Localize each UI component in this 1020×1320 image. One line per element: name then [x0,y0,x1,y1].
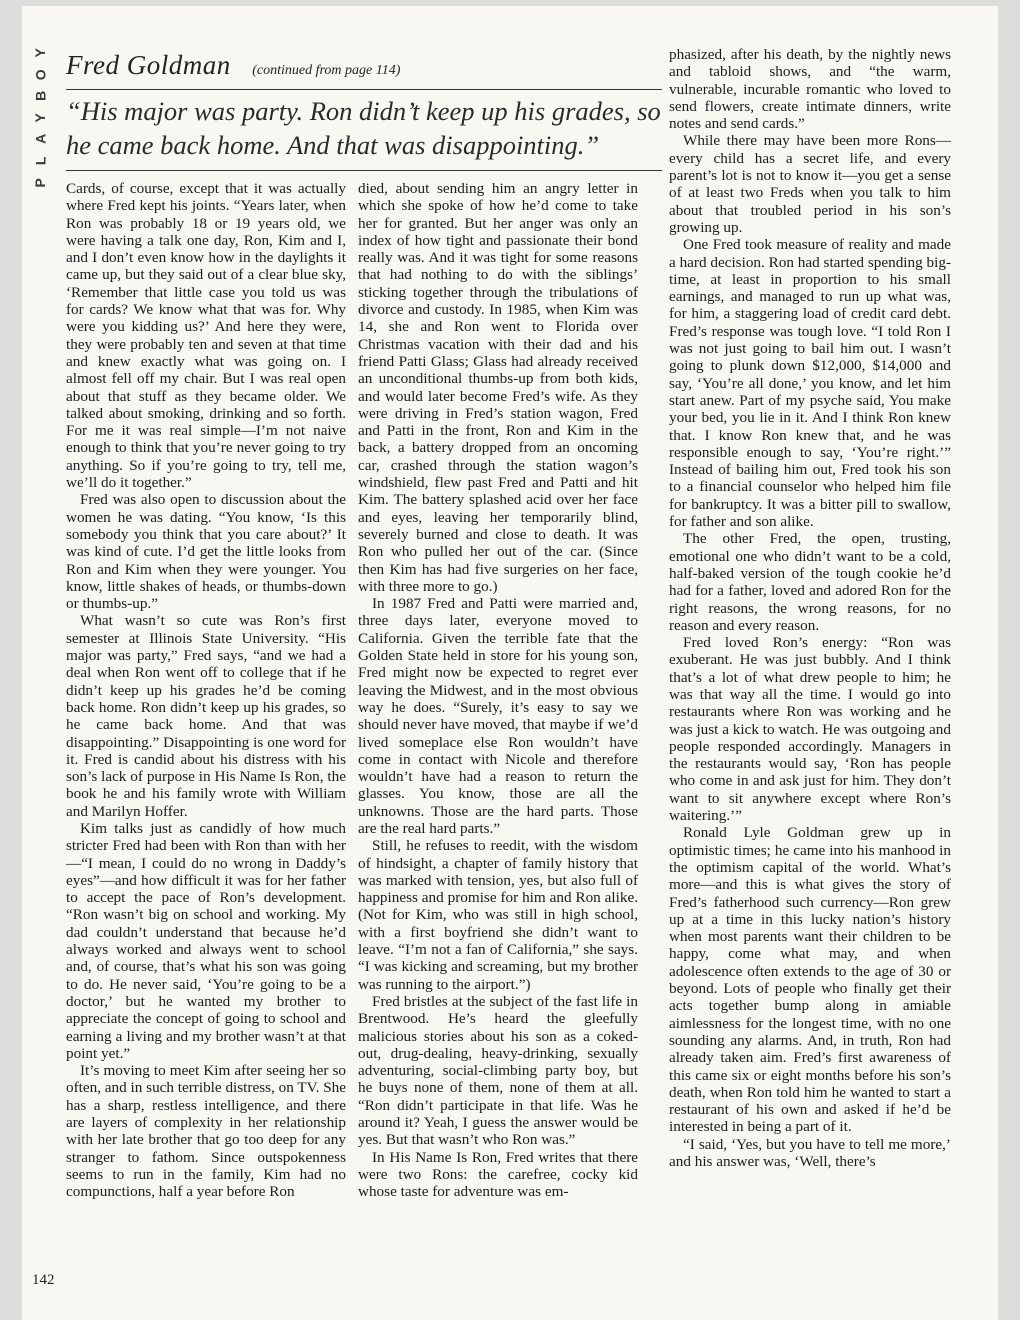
masthead-letter: Y [32,48,49,58]
paragraph: The other Fred, the open, trusting, emotional one who didn’t want to be a cold, half-baked version of the tough cookie he’d had for a father, loved and adored Ron for the right reasons, the wrong reasons, for no reason and every reason. [669,530,951,634]
article-column-2 [358,180,638,1201]
paragraph: died, about sending him an angry letter in which she spoke of how he’d come to take her for granted. But her anger was only an index of how tight and passionate their bond really was. And it was tight for some reasons that had nothing to do with the siblings’ sticking together through the tribulations of divorce and custody. In 1985, when Kim was 14, she and Ron went to Florida over Christmas vacation with their dad and his friend Patti Glass; Glass had already received an unconditional thumbs-up from both kids, and would later become Fred’s wife. As they were driving in Fred’s station wagon, Fred and Patti in the front, Ron and Kim in the back, a battery dropped from an oncoming car, crashed through the station wagon’s windshield, flew past Fred and Patti and hit Kim. The battery splashed acid over her face and eyes, leaving her temporarily blind, severely burned and close to death. It was Ron who pulled her out of the car. (Since then Kim has had five surgeries on her face, with three more to go.) [358,180,638,595]
paragraph: Still, he refuses to reedit, with the wisdom of hindsight, a chapter of family history that was marked with tension, yes, but also full of happiness and promise for him and Ron alike. (Not for Kim, who was still in high school, with a first boyfriend she didn’t want to leave. “I’m not a fan of California,” she says. “I was kicking and screaming, but my brother was running to the airport.”) [358,837,638,993]
magazine-page [22,6,998,1320]
paragraph: Kim talks just as candidly of how much stricter Fred had been with Ron than with her—“I mean, I could do no wrong in Daddy’s eyes”—and how difficult it was for her father to accept the pace of Ron’s development. “Ron wasn’t big on school and working. My dad couldn’t understand that because he’d always worked and always went to school and, of course, that’s what his son was going to do. He never said, ‘You’re going to be a doctor,’ but he wanted my brother to appreciate the concept of going to school and earning a living and my brother wasn’t at that point yet.” [66,819,346,1062]
paragraph: What wasn’t so cute was Ron’s first semester at Illinois State University. “His major was party,” Fred says, “and we had a deal when Ron went off to college that if he didn’t keep up his grades he’d be coming back home. Ron didn’t keep up his grades, so he came back home. And that was disappointing.” Disappointing is one word for it. Fred is candid about his distress with his son’s lack of purpose in His Name Is Ron, the book he and his family wrote with William and Marilyn Hoffer. [66,612,346,820]
article-column-1 [66,180,346,1201]
paragraph: phasized, after his death, by the nightly news and tabloid shows, and “the warm, vulnerable, incurable romantic who loved to send flowers, create intimate dinners, write notes and send cards.” [669,46,951,133]
paragraph: One Fred took measure of reality and made a hard decision. Ron had started spending big-time, at least in proportion to his small earnings, and managed to run up what was, for him, a staggering load of credit card debt. Fred’s response was tough love. “I told Ron I was not just going to bail him out. I wasn’t going to plunk down $12,000, $14,000 and say, ‘You’re all done,’ you know, and let him start anew. Part of my psyche said, You make your bed, you lie in it. And I think Ron knew that. I know Ron knew that, and he was responsible enough to say, ‘You’re right.’” Instead of bailing him out, Fred took his son to a financial counselor who helped him file for bankruptcy. It was a bitter pill to swallow, for father and son alike. [669,236,951,531]
continued-note: (continued from page 114) [252,63,401,78]
masthead-letter: Y [32,112,49,123]
byline-name: Fred Goldman [66,50,231,80]
pull-quote: “His major was party. Ron didn’t keep up his grades, so he came back home. And that was disappointing.” [66,96,661,160]
page-number: 142 [32,1272,55,1288]
article-column-3 [669,46,951,1170]
byline [66,50,662,90]
paragraph: It’s moving to meet Kim after seeing her so often, and in such terrible distress, on TV. She has a sharp, restless intelligence, and there are layers of complexity in her relationship with her late brother that go too deep for any stranger to fathom. Since outspokenness seems to run in the family, Kim had no compunctions, half a year before Ron [66,1062,346,1201]
paragraph: Fred bristles at the subject of the fast life in Brentwood. He’s heard the gleefully malicious stories about his son as a coked-out, drug-dealing, heavy-drinking, sexually adventuring, social-climbing party boy, but he buys none of them, none of them at all. “Ron didn’t participate in that life. Was he around it? Yeah, I guess the answer would be yes. But that wasn’t who Ron was.” [358,992,638,1149]
paragraph: Ronald Lyle Goldman grew up in optimistic times; he came into his manhood in the optimism capital of the world. What’s more—and this is what gives the story of Fred’s fatherhood such currency—Ron grew up at a time in this lucky nation’s history when most parents want their children to be happy, come what may, and when adolescence often extends to the age of 30 or beyond. Lots of people who finally get their acts together bump along in amiable aimlessness for the longest time, with no one sounding any alarms. And, in truth, Ron had already taken aim. Fred’s first awareness of this came six or eight months before his son’s death, when Ron told him he wanted to start a restaurant of his own and asked if he’d be interested in being a part of it. [669,824,951,1136]
paragraph: In His Name Is Ron, Fred writes that there were two Rons: the carefree, cocky kid whose taste for adventure was em- [358,1148,638,1201]
paragraph: Fred was also open to discussion about the women he was dating. “You know, ‘Is this somebody you think that you care about?’ It was kind of cute. I’d get the little looks from Ron and Kim when they were younger. You know, little shakes of heads, or thumbs-down or thumbs-up.” [66,491,346,613]
masthead-letter: O [32,68,49,80]
paragraph: In 1987 Fred and Patti were married and, three days later, everyone moved to California. Given the terrible fate that the Golden State held in store for his young son, Fred might now be expected to regret ever leaving the Midwest, and in the most obvious way he does. “Surely, it’s easy to say we should never have moved, that maybe if we’d lived someplace else Ron wouldn’t have come in contact with Nicole and therefore wouldn’t have had a reason to return the glasses. You know, those are all the unknowns. Those are the hard parts. Those are the real hard parts.” [358,595,638,837]
masthead-playboy [32,42,50,193]
paragraph: “I said, ‘Yes, but you have to tell me more,’ and his answer was, ‘Well, there’s [669,1135,951,1170]
pull-quote-rule [66,170,662,171]
masthead-letter: L [32,156,49,166]
masthead-letter: P [32,177,49,188]
paragraph: Fred loved Ron’s energy: “Ron was exuberant. He was just bubbly. And I think that’s a lot of what drew people to him; he was that way all the time. I would go into restaurants where Ron was working and he was just a kick to watch. He was outgoing and people responded accordingly. Managers in the restaurants would say, ‘Ron has people who come in and ask just for him. They don’t want to sit anywhere except where Ron’s waitering.’” [669,634,951,825]
masthead-letter: A [32,134,49,145]
masthead-letter: B [32,90,49,102]
paragraph: Cards, of course, except that it was actually where Fred kept his joints. “Years later, when Ron was probably 18 or 19 years old, we were having a talk one day, Ron, Kim and I, and I don’t even know how in the daylights it came up, but they said out of a clear blue sky, ‘Remember that little case you told us was for cards? We know what that was for. Why were you kidding us?’ And here they were, they were probably ten and seven at that time and knew exactly what was going on. I almost fell off my chair. But I was real open about that stuff as they became older. We talked about smoking, drinking and so forth. For me it was real simple—I’m not naive enough to think that you’re never going to try anything. So if you’re going to try, tell me, we’ll do it together.” [66,180,346,492]
paragraph: While there may have been more Rons—every child has a secret life, and every parent’s lot is not to know it—you get a sense of at least two Freds when you talk to him about that troubled period in his son’s growing up. [669,132,951,236]
